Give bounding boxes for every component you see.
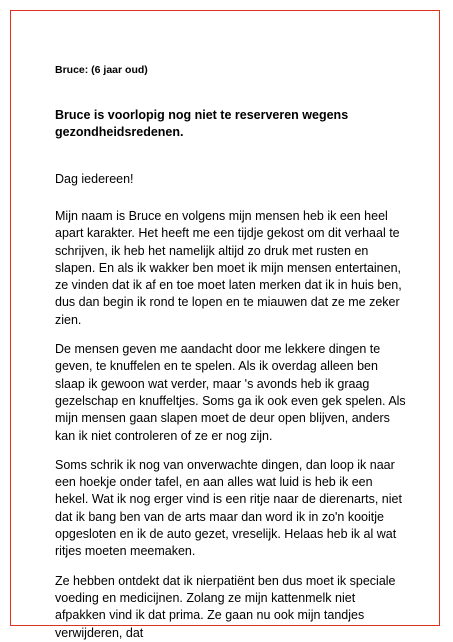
paragraph-2: De mensen geven me aandacht door me lekkere dingen te geven, te knuffelen en te spelen. Als ik overdag alleen ben slaap ik gewoon wat verder, maar 's avonds heb ik graag gezelschap en knuffeltjes. Soms ga ik ook even gek spelen. Als mijn mensen gaan slapen moet de deur open blijven, anders kan ik niet controleren of ze er nog zijn. [55, 342, 406, 443]
paragraph-4: Ze hebben ontdekt dat ik nierpatiënt ben dus moet ik speciale voeding en medicijnen. Zolang ze mijn kattenmelk niet afpakken vind ik dat prima. Ze gaan nu ook mijn tandjes verwijderen, dat [55, 573, 396, 640]
page-frame [10, 10, 440, 640]
greeting: Dag iedereen! [55, 172, 134, 186]
paragraph-1: Mijn naam is Bruce en volgens mijn mensen heb ik een heel apart karakter. Het heeft me een tijdje gekost om dit verhaal te schrijven, ik heb het namelijk altijd zo druk met rusten en slapen. En als ik wakker ben moet ik mijn mensen entertainen, ze vinden dat ik af en toe moet laten merken dat ik in huis ben, dus dan begin ik rond te lopen en te miauwen dat ze me zeker zien. [55, 209, 402, 327]
cat-name-heading: Bruce: (6 jaar oud) [55, 64, 148, 76]
reservation-notice: Bruce is voorlopig nog niet te reserveren wegens gezondheidsredenen. [55, 108, 349, 139]
paragraph-3: Soms schrik ik nog van onverwachte dingen, dan loop ik naar een hoekje onder tafel, en aan alles wat luid is heb ik een hekel. Wat ik nog erger vind is een ritje naar de dierenarts, niet dat ik bang ben van de arts maar dan word ik in zo'n kooitje opgesloten en ik de auto gezet, vreselijk. Helaas heb ik al wat ritjes moeten meemaken. [55, 457, 402, 559]
document-body [55, 63, 407, 642]
